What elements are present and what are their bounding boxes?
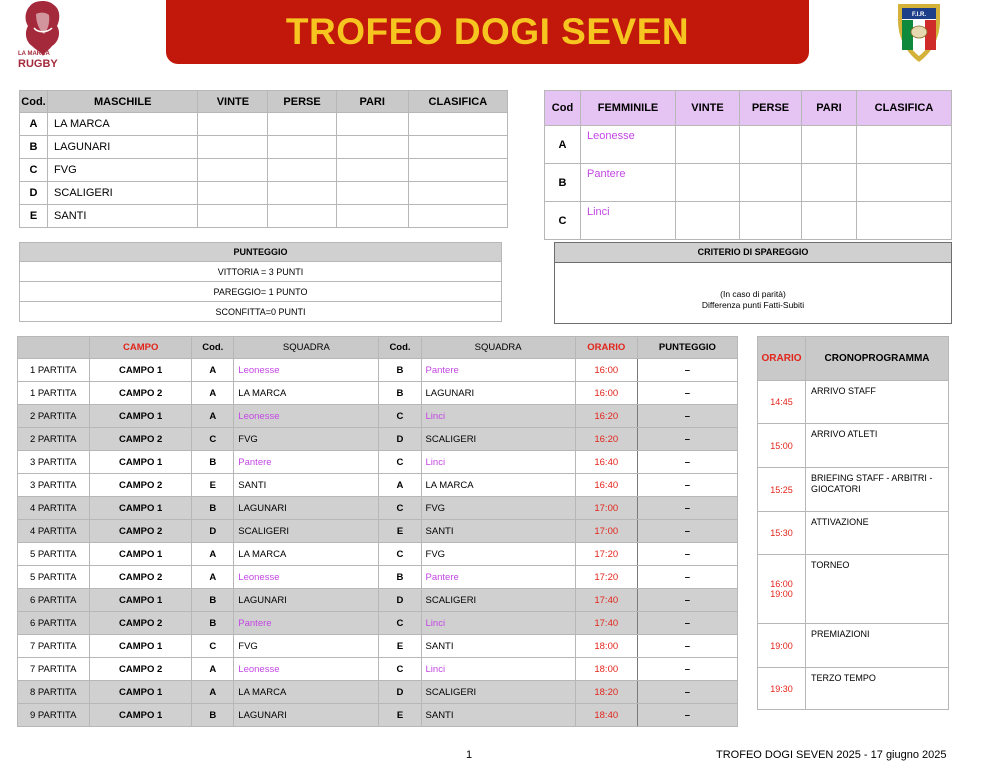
crono-event: ATTIVAZIONE <box>806 512 949 555</box>
team-name: LAGUNARI <box>421 382 575 405</box>
crono-time: 19:30 <box>758 668 806 710</box>
col-clasifica: CLASIFICA <box>857 91 952 126</box>
table-row <box>20 113 508 136</box>
field-name: CAMPO 2 <box>90 520 192 543</box>
match-number: 2 PARTITA <box>18 428 90 451</box>
crono-event: TORNEO <box>806 555 949 624</box>
match-number: 5 PARTITA <box>18 566 90 589</box>
cronoprogramma-table <box>757 336 949 710</box>
match-number: 7 PARTITA <box>18 635 90 658</box>
field-name: CAMPO 2 <box>90 612 192 635</box>
col-punteggio: PUNTEGGIO <box>637 337 737 359</box>
col-pari: PARI <box>336 91 408 113</box>
match-score: – <box>637 451 737 474</box>
field-name: CAMPO 1 <box>90 589 192 612</box>
team-code: A <box>192 405 234 428</box>
punteggio-rule: SCONFITTA=0 PUNTI <box>20 302 502 322</box>
team-code: B <box>379 382 421 405</box>
table-row <box>18 428 738 451</box>
match-time: 17:00 <box>575 497 637 520</box>
team-code: A <box>192 543 234 566</box>
team-name: Linci <box>421 451 575 474</box>
team-name: Pantere <box>234 451 379 474</box>
table-row <box>18 474 738 497</box>
crono-time: 15:30 <box>758 512 806 555</box>
match-time: 18:40 <box>575 704 637 727</box>
table-row <box>18 520 738 543</box>
table-row <box>18 497 738 520</box>
table-row <box>18 612 738 635</box>
match-score: – <box>637 566 737 589</box>
team-name: Leonesse <box>581 126 676 164</box>
table-row <box>20 182 508 205</box>
team-name: Linci <box>581 202 676 240</box>
team-name: SCALIGERI <box>421 681 575 704</box>
match-score: – <box>637 681 737 704</box>
team-code: C <box>20 159 48 182</box>
team-code: E <box>192 474 234 497</box>
team-name: SANTI <box>234 474 379 497</box>
team-name: Pantere <box>581 164 676 202</box>
col-cod: Cod <box>545 91 581 126</box>
table-row <box>20 159 508 182</box>
crono-time: 16:00 19:00 <box>758 555 806 624</box>
team-code: C <box>545 202 581 240</box>
team-code: B <box>192 704 234 727</box>
team-name: LAGUNARI <box>234 589 379 612</box>
crono-time: 15:00 <box>758 424 806 468</box>
team-name: Leonesse <box>234 359 379 382</box>
team-name: LA MARCA <box>234 681 379 704</box>
col-perse: PERSE <box>740 91 802 126</box>
team-name: Leonesse <box>234 566 379 589</box>
match-score: – <box>637 658 737 681</box>
fir-logo <box>890 0 948 66</box>
team-name: FVG <box>421 543 575 566</box>
table-row <box>545 202 952 240</box>
femminile-table <box>544 90 952 240</box>
field-name: CAMPO 1 <box>90 635 192 658</box>
team-name: SANTI <box>48 205 198 228</box>
team-code: B <box>20 136 48 159</box>
field-name: CAMPO 2 <box>90 382 192 405</box>
table-row <box>758 668 949 710</box>
team-code: B <box>379 359 421 382</box>
team-name: SCALIGERI <box>234 520 379 543</box>
match-time: 16:20 <box>575 428 637 451</box>
crono-time: 15:25 <box>758 468 806 512</box>
team-code: C <box>192 635 234 658</box>
col-squadra: SQUADRA <box>234 337 379 359</box>
punteggio-table <box>19 242 502 322</box>
team-code: B <box>192 612 234 635</box>
match-time: 17:20 <box>575 543 637 566</box>
team-code: C <box>379 405 421 428</box>
col-clasifica: CLASIFICA <box>408 91 507 113</box>
match-time: 17:00 <box>575 520 637 543</box>
fir-logo-text: F.I.R. <box>911 12 927 18</box>
crono-event: ARRIVO ATLETI <box>806 424 949 468</box>
match-number: 5 PARTITA <box>18 543 90 566</box>
match-schedule-table <box>17 336 738 727</box>
match-score: – <box>637 520 737 543</box>
team-code: E <box>379 635 421 658</box>
field-name: CAMPO 1 <box>90 497 192 520</box>
team-name: FVG <box>421 497 575 520</box>
field-name: CAMPO 1 <box>90 681 192 704</box>
table-row <box>18 704 738 727</box>
field-name: CAMPO 1 <box>90 359 192 382</box>
match-time: 16:40 <box>575 451 637 474</box>
match-number: 3 PARTITA <box>18 474 90 497</box>
table-row <box>18 451 738 474</box>
match-time: 16:00 <box>575 359 637 382</box>
col-perse: PERSE <box>268 91 336 113</box>
match-number: 2 PARTITA <box>18 405 90 428</box>
crono-event: BRIEFING STAFF - ARBITRI - GIOCATORI <box>806 468 949 512</box>
criterio-rule: Differenza punti Fatti-Subiti <box>701 300 805 310</box>
col-pari: PARI <box>802 91 857 126</box>
match-time: 16:40 <box>575 474 637 497</box>
team-name: SCALIGERI <box>421 589 575 612</box>
match-score: – <box>637 474 737 497</box>
team-name: FVG <box>48 159 198 182</box>
match-number: 1 PARTITA <box>18 359 90 382</box>
team-name: LAGUNARI <box>48 136 198 159</box>
col-cod: Cod. <box>20 91 48 113</box>
table-row <box>758 424 949 468</box>
team-code: A <box>192 658 234 681</box>
team-code: C <box>379 451 421 474</box>
team-name: Pantere <box>421 566 575 589</box>
match-time: 17:40 <box>575 612 637 635</box>
team-code: E <box>20 205 48 228</box>
match-number: 6 PARTITA <box>18 589 90 612</box>
team-name: Leonesse <box>234 658 379 681</box>
team-code: A <box>192 681 234 704</box>
crono-event: ARRIVO STAFF <box>806 381 949 424</box>
match-time: 18:00 <box>575 635 637 658</box>
table-row <box>18 566 738 589</box>
table-row <box>18 359 738 382</box>
table-row <box>18 543 738 566</box>
field-name: CAMPO 2 <box>90 428 192 451</box>
field-name: CAMPO 2 <box>90 474 192 497</box>
team-name: LA MARCA <box>421 474 575 497</box>
team-code: E <box>379 704 421 727</box>
table-row <box>545 164 952 202</box>
match-score: – <box>637 612 737 635</box>
table-row <box>758 624 949 668</box>
match-number: 4 PARTITA <box>18 497 90 520</box>
field-name: CAMPO 1 <box>90 543 192 566</box>
col-orario: ORARIO <box>758 337 806 381</box>
team-code: A <box>545 126 581 164</box>
col-partita <box>18 337 90 359</box>
table-row <box>758 468 949 512</box>
crono-event: TERZO TEMPO <box>806 668 949 710</box>
team-code: B <box>192 589 234 612</box>
table-row <box>758 381 949 424</box>
crono-event: PREMIAZIONI <box>806 624 949 668</box>
team-code: A <box>192 382 234 405</box>
match-score: – <box>637 359 737 382</box>
team-name: Pantere <box>234 612 379 635</box>
field-name: CAMPO 1 <box>90 704 192 727</box>
team-name: Leonesse <box>234 405 379 428</box>
criterio-note: (In caso di parità) <box>720 289 786 299</box>
team-name: LA MARCA <box>234 382 379 405</box>
page-title: TROFEO DOGI SEVEN <box>285 11 690 52</box>
team-code: A <box>379 474 421 497</box>
match-time: 17:20 <box>575 566 637 589</box>
team-name: Linci <box>421 405 575 428</box>
field-name: CAMPO 2 <box>90 566 192 589</box>
table-row <box>20 136 508 159</box>
col-femminile: FEMMINILE <box>581 91 676 126</box>
match-number: 4 PARTITA <box>18 520 90 543</box>
team-name: LAGUNARI <box>234 497 379 520</box>
team-name: SANTI <box>421 704 575 727</box>
team-code: A <box>20 113 48 136</box>
team-code: C <box>379 543 421 566</box>
match-number: 1 PARTITA <box>18 382 90 405</box>
lion-rugby-logo: LA MARCA RUGBY <box>14 0 72 74</box>
col-orario: ORARIO <box>575 337 637 359</box>
team-name: LA MARCA <box>48 113 198 136</box>
team-code: D <box>379 681 421 704</box>
match-score: – <box>637 428 737 451</box>
team-name: SANTI <box>421 520 575 543</box>
col-vinte: VINTE <box>198 91 268 113</box>
table-row <box>18 658 738 681</box>
team-name: FVG <box>234 635 379 658</box>
maschile-table <box>19 90 508 228</box>
table-row <box>18 589 738 612</box>
team-code: C <box>379 612 421 635</box>
table-row <box>758 555 949 624</box>
match-score: – <box>637 635 737 658</box>
team-code: C <box>379 497 421 520</box>
match-time: 17:40 <box>575 589 637 612</box>
team-code: D <box>379 428 421 451</box>
team-code: D <box>379 589 421 612</box>
team-name: LAGUNARI <box>234 704 379 727</box>
punteggio-rule: VITTORIA = 3 PUNTI <box>20 262 502 282</box>
team-name: FVG <box>234 428 379 451</box>
col-cronoprogramma: CRONOPROGRAMMA <box>806 337 949 381</box>
page-number: 1 <box>466 749 473 761</box>
criterio-title: CRITERIO DI SPAREGGIO <box>555 243 951 263</box>
field-name: CAMPO 2 <box>90 658 192 681</box>
team-code: C <box>192 428 234 451</box>
match-score: – <box>637 382 737 405</box>
match-score: – <box>637 589 737 612</box>
team-code: D <box>20 182 48 205</box>
match-number: 9 PARTITA <box>18 704 90 727</box>
team-code: B <box>379 566 421 589</box>
match-number: 7 PARTITA <box>18 658 90 681</box>
match-score: – <box>637 497 737 520</box>
criterio-box <box>554 242 952 324</box>
col-cod: Cod. <box>379 337 421 359</box>
field-name: CAMPO 1 <box>90 405 192 428</box>
team-name: LA MARCA <box>234 543 379 566</box>
field-name: CAMPO 1 <box>90 451 192 474</box>
table-row <box>18 681 738 704</box>
team-code: A <box>192 359 234 382</box>
match-number: 3 PARTITA <box>18 451 90 474</box>
match-time: 16:00 <box>575 382 637 405</box>
match-time: 18:00 <box>575 658 637 681</box>
team-code: C <box>379 658 421 681</box>
team-name: Linci <box>421 658 575 681</box>
team-name: Pantere <box>421 359 575 382</box>
col-maschile: MASCHILE <box>48 91 198 113</box>
team-name: Linci <box>421 612 575 635</box>
match-number: 8 PARTITA <box>18 681 90 704</box>
match-time: 16:20 <box>575 405 637 428</box>
crono-time: 14:45 <box>758 381 806 424</box>
logo-text: RUGBY <box>18 58 58 70</box>
table-row <box>18 405 738 428</box>
title-banner <box>166 0 809 64</box>
table-row <box>20 205 508 228</box>
team-name: SCALIGERI <box>48 182 198 205</box>
punteggio-rule: PAREGGIO= 1 PUNTO <box>20 282 502 302</box>
col-vinte: VINTE <box>676 91 740 126</box>
table-row <box>18 635 738 658</box>
table-row <box>18 382 738 405</box>
match-score: – <box>637 405 737 428</box>
table-row <box>545 126 952 164</box>
match-time: 18:20 <box>575 681 637 704</box>
team-name: SCALIGERI <box>421 428 575 451</box>
col-campo: CAMPO <box>90 337 192 359</box>
team-code: E <box>379 520 421 543</box>
team-code: A <box>192 566 234 589</box>
col-squadra: SQUADRA <box>421 337 575 359</box>
col-cod: Cod. <box>192 337 234 359</box>
punteggio-title: PUNTEGGIO <box>20 243 502 262</box>
team-code: B <box>192 451 234 474</box>
team-code: B <box>545 164 581 202</box>
team-name: SANTI <box>421 635 575 658</box>
table-row <box>758 512 949 555</box>
match-score: – <box>637 704 737 727</box>
match-number: 6 PARTITA <box>18 612 90 635</box>
match-score: – <box>637 543 737 566</box>
team-code: D <box>192 520 234 543</box>
footer-text: TROFEO DOGI SEVEN 2025 - 17 giugno 2025 <box>716 749 947 761</box>
crono-time: 19:00 <box>758 624 806 668</box>
team-code: B <box>192 497 234 520</box>
